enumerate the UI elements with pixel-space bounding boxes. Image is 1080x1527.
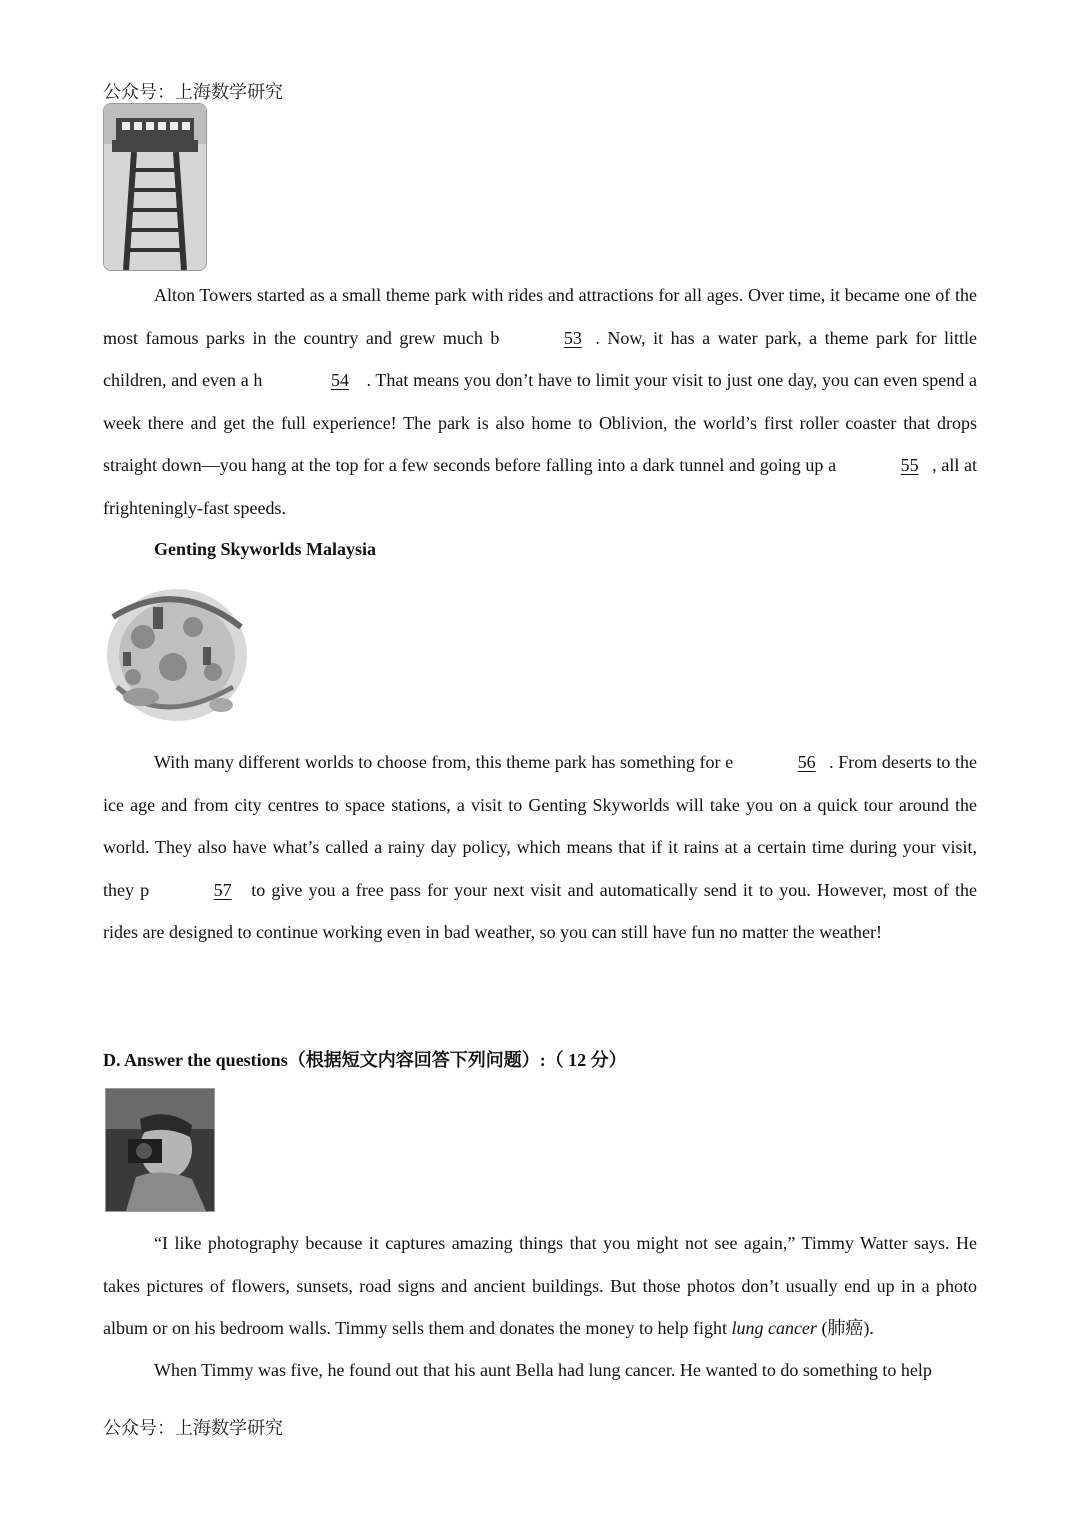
blank-55: 55 [900, 455, 919, 475]
roller-coaster-photo [103, 103, 207, 271]
alton-text-d: , all at frighteningly-fast speeds. [103, 455, 978, 518]
timmy-text-b: (肺癌). [816, 1318, 874, 1338]
photographer-photo [105, 1088, 215, 1212]
blank-54: 54 [330, 370, 349, 390]
theme-park-drawing [103, 577, 247, 727]
lung-cancer-term: lung cancer [731, 1318, 817, 1338]
timmy-paragraph-2: When Timmy was five, he found out that his aunt Bella had lung cancer. He wanted to do something to help [154, 1360, 932, 1380]
genting-text-c: to give you a free pass for your next visit and automatically send it to you. However, most of the rides are designed to continue working even in bad weather, so you can still have fun no matter the weather! [103, 879, 977, 942]
genting-paragraph [103, 741, 977, 954]
boy-with-camera-picture [106, 1089, 214, 1211]
page-header: 公众号：上海数学研究 [103, 82, 283, 102]
blank-53: 53 [563, 327, 582, 348]
genting-text-a: With many different worlds to choose from, this theme park has something for e [154, 752, 734, 772]
alton-text-c: . That means you don’t have to limit your visit to just one day, you can even spend a week there and get the full experience! The park is also home to Oblivion, the world’s first roller coaster that drops straight down—you hang at the top for a few seconds before falling into a dark tunnel and going up a [103, 370, 977, 475]
timmy-paragraph-1 [103, 1222, 977, 1350]
timmy-text-a: “I like photography because it captures amazing things that you might not see again,” Timmy Watter says. He takes pictures of flowers, sunsets, road signs and ancient buildings. But those photos don’t usually end up in a photo album or on his bedroom walls. Timmy sells them and donates the money to help fight [103, 1233, 977, 1338]
blank-56: 56 [797, 752, 816, 772]
alton-text-a: Alton Towers started as a small theme park with rides and attractions for all ages. Over time, it became one of the most famous parks in the country and grew much b [103, 285, 977, 348]
genting-title: Genting Skyworlds Malaysia [154, 539, 377, 559]
page-footer: 公众号：上海数学研究 [103, 1418, 283, 1438]
section-d-heading: D. Answer the questions（根据短文内容回答下列问题）:（ 12 分） [103, 1050, 627, 1070]
alton-towers-paragraph [103, 274, 977, 529]
alton-text-b: . Now, it has a water park, a theme park for little children, and even a h [103, 327, 977, 390]
blank-57: 57 [213, 879, 232, 900]
roller-coaster-illustration [104, 104, 206, 270]
genting-text-b: . From deserts to the ice age and from city centres to space stations, a visit to Genting Skyworlds will take you on a quick tour around the world. They also have what’s called a rainy day policy, which means that if it rains at a certain time during your visit, they p [103, 752, 978, 900]
theme-park-illustration [103, 577, 247, 727]
